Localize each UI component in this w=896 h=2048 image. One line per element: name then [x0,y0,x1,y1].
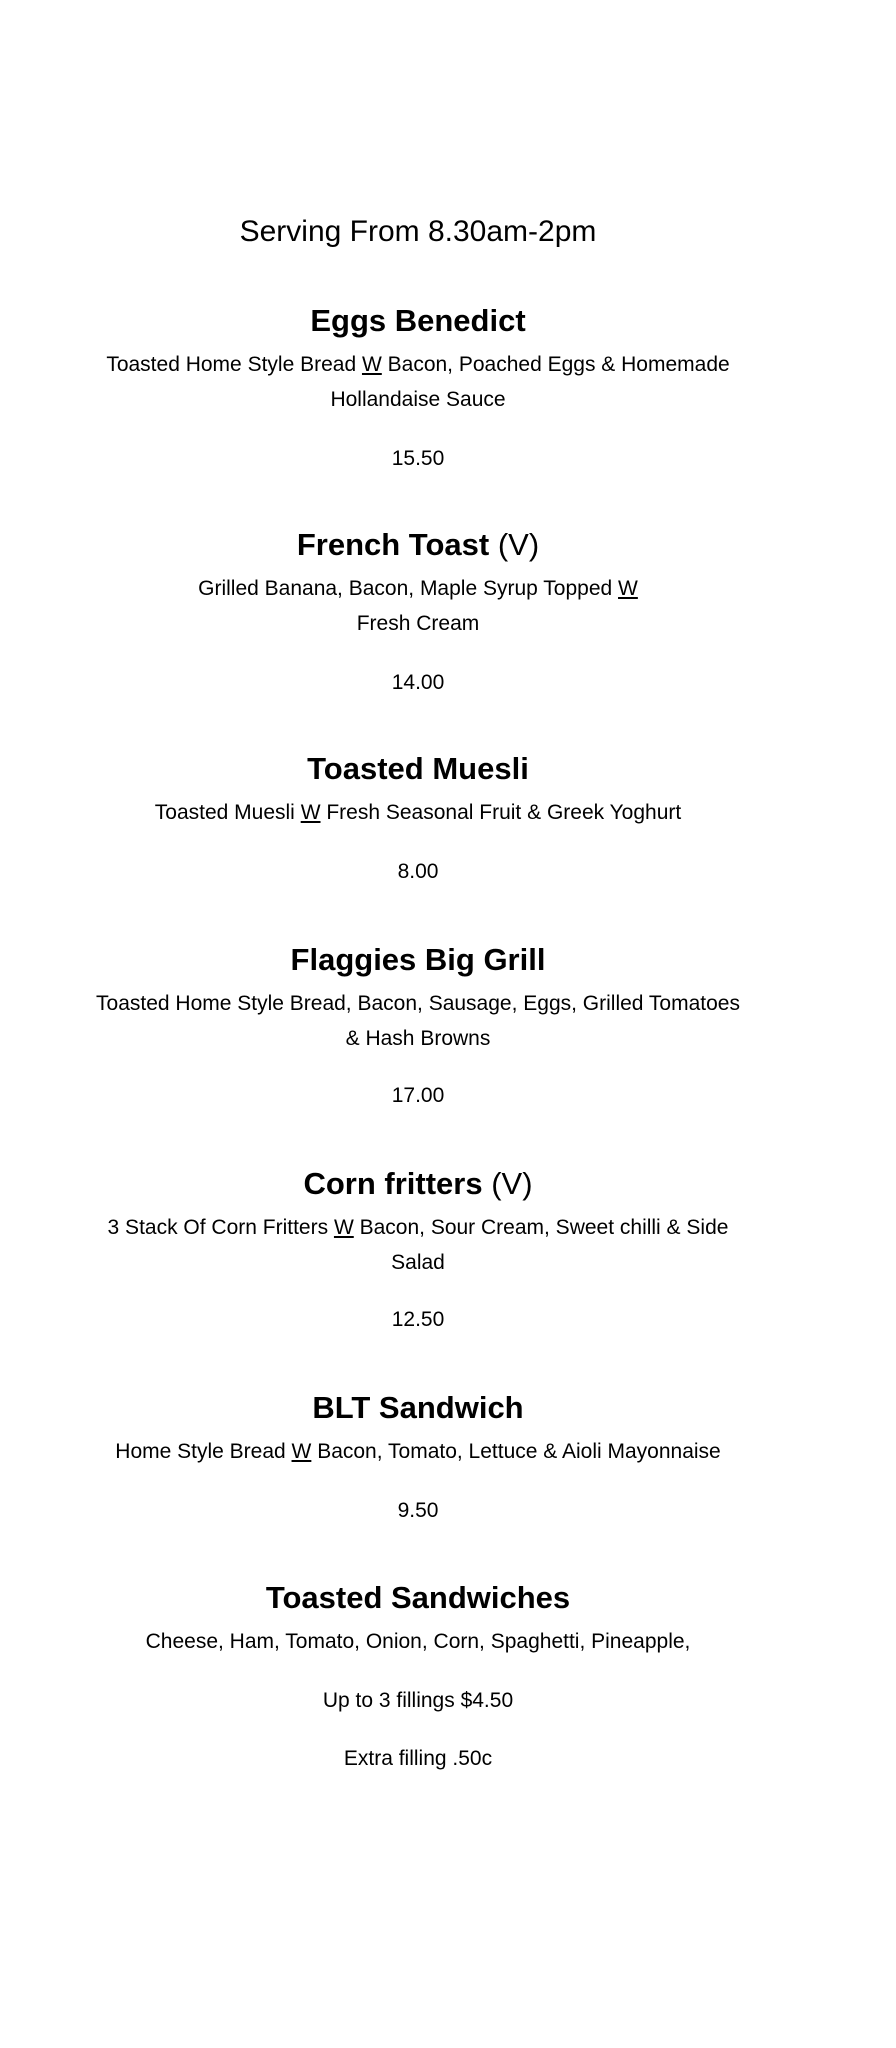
item-name: Corn fritters [303,1166,483,1201]
menu-item-title [0,1388,836,1428]
vegetarian-tag: (V) [491,1166,533,1201]
item-name: Eggs Benedict [310,303,526,338]
menu-item-title [0,1164,836,1204]
menu-item-price: 9.50 [397,1499,439,1522]
desc-text: Bacon, Tomato, Lettuce & Aioli Mayonnaise [311,1440,721,1463]
menu-item-price: 15.50 [391,447,445,470]
vegetarian-tag: (V) [497,527,540,562]
desc-text: Bacon, Sour Cream, Sweet chilli & Side [353,1216,729,1239]
menu-item-description [0,348,836,382]
item-name: Flaggies Big Grill [290,942,546,977]
menu-item-description [0,1211,836,1245]
menu-item-description-line2: Salad [391,1251,445,1274]
menu-item-description [0,572,836,606]
desc-text: Toasted Muesli [154,801,301,824]
item-name: Toasted Muesli [307,751,529,786]
desc-text: Fresh Seasonal Fruit & Greek Yoghurt [320,801,682,824]
menu-item-title [0,749,836,789]
menu-item-price: 14.00 [391,671,445,694]
desc-text: Home Style Bread [115,1440,292,1463]
menu-item-title [0,525,836,565]
desc-with-marker: W [333,1216,354,1239]
desc-text: Cheese, Ham, Tomato, Onion, Corn, Spaghetti, Pineapple, [145,1630,691,1653]
item-name: BLT Sandwich [312,1390,524,1425]
item-name: Toasted Sandwiches [265,1580,571,1615]
menu-item-price: Up to 3 fillings $4.50 [322,1689,514,1712]
menu-item-title [0,1578,836,1618]
menu-item-description [0,796,836,830]
menu-item-price: 12.50 [391,1308,445,1331]
serving-hours: Serving From 8.30am-2pm [239,215,597,248]
desc-text: 3 Stack Of Corn Fritters [107,1216,334,1239]
menu-item-title [0,940,836,980]
desc-text: Grilled Banana, Bacon, Maple Syrup Topped [198,577,619,600]
menu-item-title [0,301,836,341]
desc-with-marker: W [618,577,638,600]
menu-item-extra: Extra filling .50c [343,1747,493,1770]
menu-item-description [0,1625,836,1659]
desc-text: Toasted Home Style Bread [106,353,362,376]
menu-item-price: 8.00 [397,860,439,883]
menu-item-price: 17.00 [391,1084,445,1107]
menu-item-description [0,1435,836,1469]
desc-text: Toasted Home Style Bread, Bacon, Sausage, Eggs, Grilled Tomatoes [96,992,740,1015]
menu-item-description-line2: & Hash Browns [345,1027,491,1050]
menu-item-description [0,987,836,1021]
menu-item-description-line2: Fresh Cream [356,612,480,635]
desc-text: Bacon, Poached Eggs & Homemade [381,353,730,376]
desc-with-marker: W [300,801,321,824]
menu-item-description-line2: Hollandaise Sauce [330,388,506,411]
item-name: French Toast [296,527,490,562]
desc-with-marker: W [291,1440,312,1463]
desc-with-marker: W [361,353,382,376]
